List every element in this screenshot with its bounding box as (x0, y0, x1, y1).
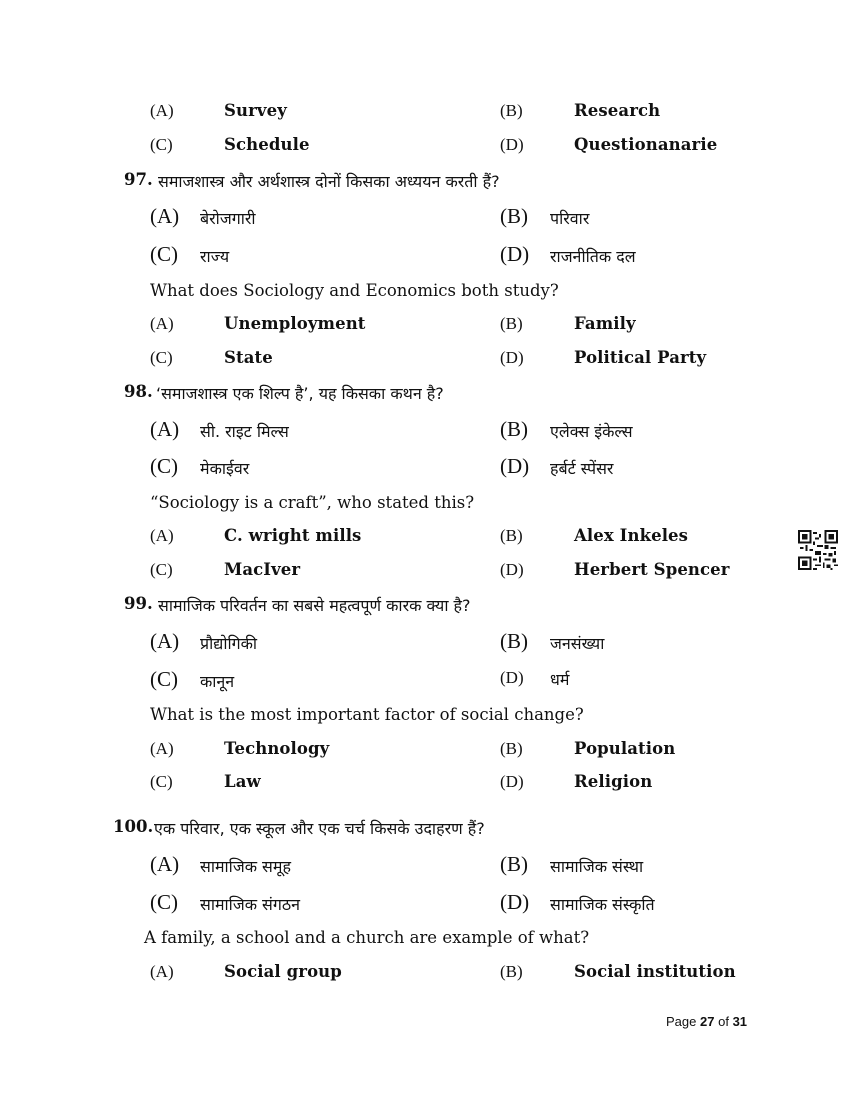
question-hindi: एक परिवार, एक स्कूल और एक चर्च किसके उदाहरण हैं? (154, 819, 485, 838)
option-label: (D) (500, 560, 524, 579)
of-word: of (718, 1014, 729, 1029)
option-label: (B) (500, 629, 528, 653)
question-english: What is the most important factor of social change? (150, 705, 584, 724)
option-text: सामाजिक संस्कृति (550, 895, 655, 914)
option-label: (A) (150, 204, 180, 228)
option-label: (B) (500, 852, 528, 876)
option-label: (A) (150, 629, 180, 653)
question-english: “Sociology is a craft”, who stated this? (150, 493, 475, 512)
option-label: (C) (150, 135, 173, 154)
question-hindi: सामाजिक परिवर्तन का सबसे महत्वपूर्ण कारक क्या है? (158, 596, 471, 615)
option-text: Questionanarie (574, 135, 718, 154)
option-label: (B) (500, 526, 523, 545)
option-text: एलेक्स इंकेल्स (550, 422, 633, 441)
option-label: (A) (150, 526, 174, 545)
option-text: Social group (224, 962, 342, 981)
option-label: (C) (150, 890, 178, 914)
option-text: सामाजिक संस्था (550, 857, 644, 876)
option-text: जनसंख्या (550, 634, 605, 653)
question-number: 98. (124, 382, 153, 401)
question-english: What does Sociology and Economics both study? (150, 281, 559, 300)
option-label: (C) (150, 560, 173, 579)
option-label: (D) (500, 242, 530, 266)
option-text: Population (574, 739, 676, 758)
question-hindi: ‘समाजशास्त्र एक शिल्प है’, यह किसका कथन है? (156, 384, 444, 403)
question-english: A family, a school and a church are example of what? (144, 928, 590, 947)
option-label: (B) (500, 417, 528, 441)
option-text: कानून (200, 672, 235, 691)
page-word: Page (666, 1014, 697, 1029)
option-text: Law (224, 772, 261, 791)
option-label: (A) (150, 739, 174, 758)
option-label: (C) (150, 242, 178, 266)
option-text: Survey (224, 101, 287, 120)
option-text: धर्म (550, 670, 570, 689)
option-label: (D) (500, 668, 524, 687)
option-text: Political Party (574, 348, 707, 367)
page-current: 27 (700, 1014, 715, 1029)
option-label: (A) (150, 314, 174, 333)
option-text: सी. राइट मिल्स (200, 422, 289, 441)
question-number: 99. (124, 594, 153, 613)
option-label: (C) (150, 454, 178, 478)
page-total: 31 (732, 1014, 748, 1029)
option-label: (C) (150, 348, 173, 367)
option-text: Religion (574, 772, 653, 791)
option-text: सामाजिक समूह (200, 857, 291, 876)
option-text: हर्बर्ट स्पेंसर (550, 459, 614, 478)
question-number: 97. (124, 170, 153, 189)
option-label: (D) (500, 348, 524, 367)
question-hindi: समाजशास्त्र और अर्थशास्त्र दोनों किसका अध्ययन करती हैं? (158, 172, 500, 191)
option-text: Family (574, 314, 636, 333)
option-label: (A) (150, 101, 174, 120)
option-label: (B) (500, 739, 523, 758)
option-text: C. wright mills (224, 526, 362, 545)
option-label: (C) (150, 772, 173, 791)
option-label: (D) (500, 772, 524, 791)
option-text: Schedule (224, 135, 310, 154)
option-text: राज्य (200, 247, 230, 266)
option-text: प्रौद्योगिकी (200, 634, 258, 653)
option-label: (A) (150, 852, 180, 876)
option-text: State (224, 348, 273, 367)
option-label: (D) (500, 135, 524, 154)
option-text: Herbert Spencer (574, 560, 730, 579)
option-text: MacIver (224, 560, 301, 579)
option-text: बेरोजगारी (200, 209, 256, 228)
option-label: (B) (500, 101, 523, 120)
option-text: राजनीतिक दल (550, 247, 636, 266)
question-number: 100. (113, 817, 154, 836)
option-label: (D) (500, 454, 530, 478)
option-label: (A) (150, 962, 174, 981)
option-text: Research (574, 101, 661, 120)
option-text: परिवार (550, 209, 590, 228)
qr-code-icon (798, 530, 838, 570)
option-label: (B) (500, 962, 523, 981)
option-label: (B) (500, 204, 528, 228)
option-text: सामाजिक संगठन (200, 895, 301, 914)
option-text: Unemployment (224, 314, 366, 333)
page-footer (666, 1014, 747, 1029)
option-text: Alex Inkeles (574, 526, 689, 545)
option-text: Technology (224, 739, 330, 758)
option-label: (C) (150, 667, 178, 691)
option-text: मेकाईवर (200, 459, 250, 478)
option-text: Social institution (574, 962, 736, 981)
option-label: (D) (500, 890, 530, 914)
option-label: (A) (150, 417, 180, 441)
option-label: (B) (500, 314, 523, 333)
